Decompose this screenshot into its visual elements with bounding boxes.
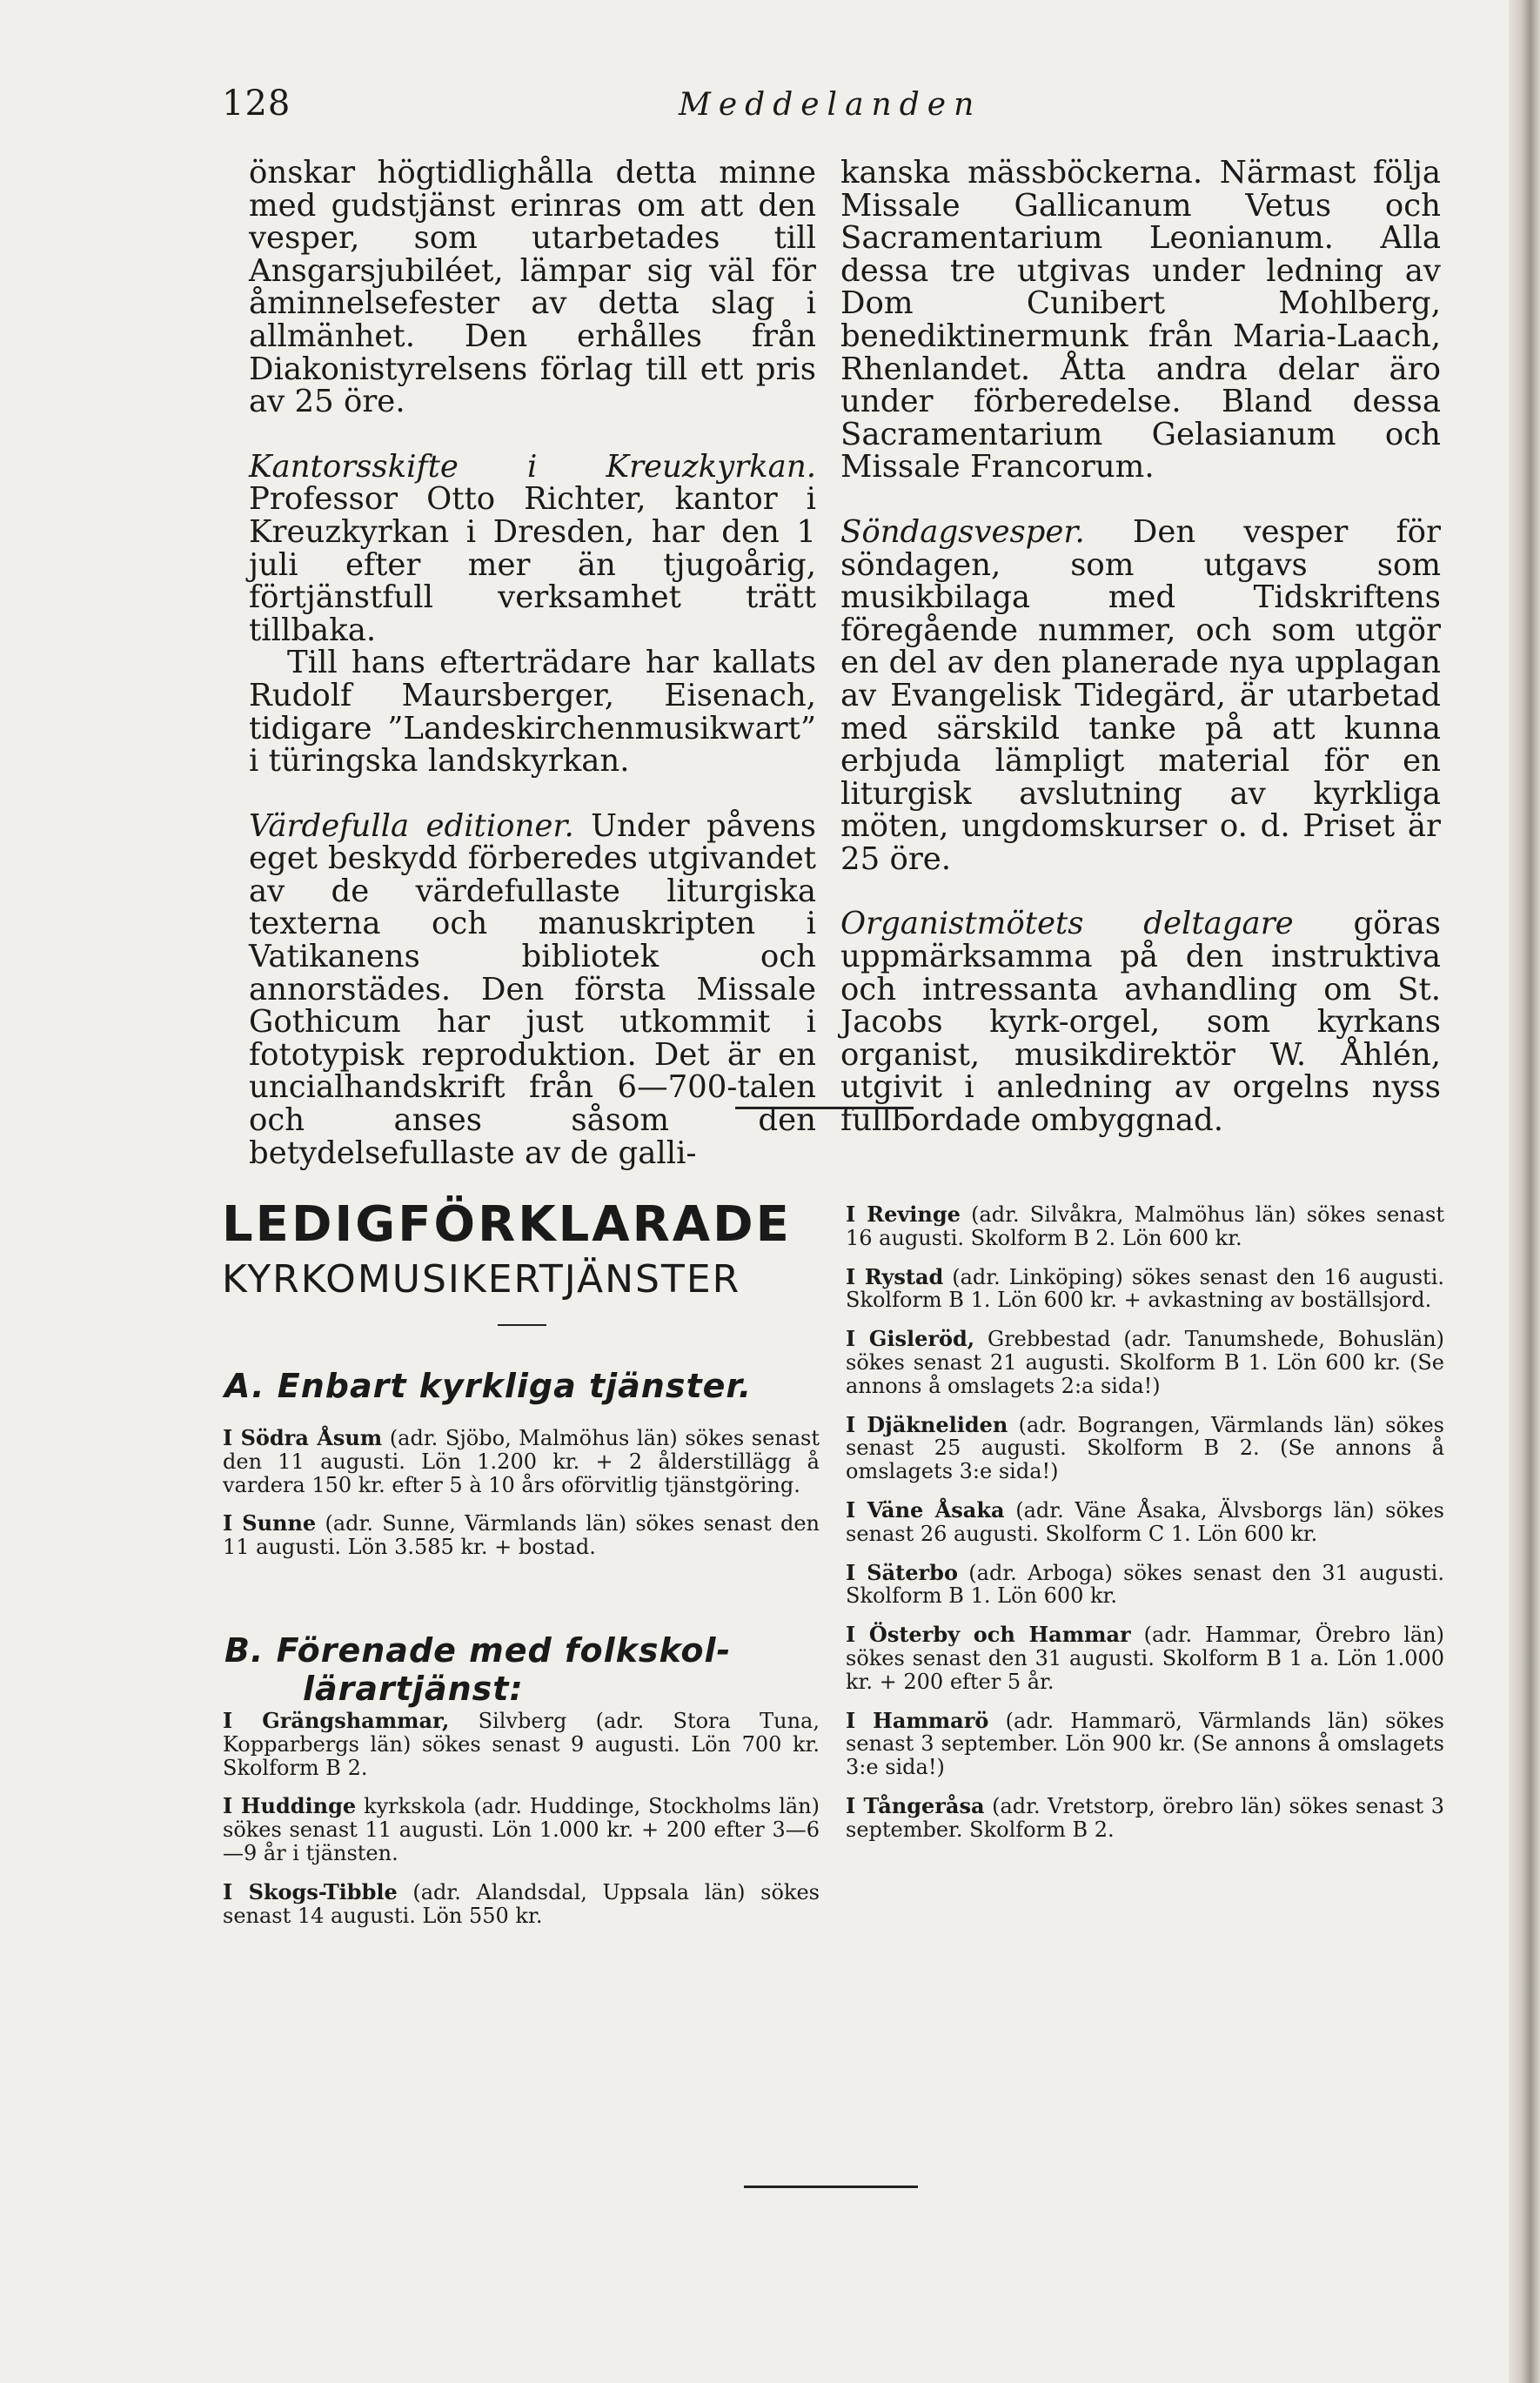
paragraph-vesper-continuation: önskar högtidlighålla detta minne med gudstjänst erinras om att den vesper, som utarbetades till Ansgarsjubiléet, lämpar sig väl för åminnelsefester av detta slag i allmänhet. Den erhålles från Diakonistyrelsens förlag till ett pris av 25 öre.	[249, 155, 816, 420]
text-editioner: Under påvens eget beskydd förberedes utgivandet av de värdefullaste liturgiska texterna och manuskripten i Vatikanens bibliotek och annorstädes. Den första Missale Gothicum har just utkommit i fototypisk reproduktion. Det är en uncialhandskrift från 6—700-talen och anses såsom den betydelsefullaste av de galli-	[249, 807, 816, 1171]
paragraph-missale-continuation: kanska mässböckerna. Närmast följa Missale Gallicanum Vetus och Sacramentarium Leonianum. Alla dessa tre utgivas under ledning av Dom Cunibert Mohlberg, benediktinermunk från Maria-Laach, Rhenlandet. Åtta andra delar äro under förberedelse. Bland dessa Sacramentarium Gelasianum och Missale Francorum.	[840, 155, 1441, 485]
parish-name: I Skogs-Tibble	[223, 1878, 398, 1904]
item-text: (adr. Bograngen, Värmlands län) sökes senast 25 augusti. Skolform B 2. (Se annons å omslagets 3:e sida!)	[846, 1412, 1444, 1484]
parish-name: I Österby och Hammar	[846, 1622, 1131, 1648]
item-text: Silvberg (adr. Stora Tuna, Kopparbergs län) sökes senast 9 augusti. Lön 700 kr. Skolform B 2.	[223, 1709, 820, 1780]
parish-name: I Grängshammar,	[223, 1708, 450, 1733]
item-text: Grebbestad (adr. Tanumshede, Bohuslän) sökes senast 21 augusti. Skolform B 1. Lön 600 kr. (Se annons å omslagets 2:a sida!)	[846, 1327, 1444, 1398]
paragraph-organistmotet	[840, 906, 1441, 1139]
text-kantorsskifte: Professor Otto Richter, kantor i Kreuzkyrkan i Dresden, har den 1 juli efter mer än tjugoårig, förtjänstfull verksamhet trätt tillbaka.	[249, 481, 816, 648]
heading-editioner: Värdefulla editioner.	[249, 807, 574, 844]
item-text: (adr. Väne Åsaka, Älvsborgs län) sökes senast 26 augusti. Skolform C 1. Lön 600 kr.	[846, 1497, 1444, 1546]
parish-name: I Tångeråsa	[846, 1792, 985, 1818]
section-b-heading-line1: B. Förenade med folkskol-	[224, 1631, 732, 1670]
list-item	[846, 1263, 1444, 1313]
running-head: Meddelanden	[679, 87, 982, 123]
list-item	[846, 1203, 1444, 1250]
paragraph-sondagsvesper	[840, 513, 1441, 877]
paragraph-editioner	[249, 807, 816, 1171]
heading-organistmotet: Organistmötets deltagare	[840, 906, 1294, 942]
list-item	[223, 1795, 820, 1864]
page-number: 128	[222, 84, 291, 124]
item-text: (adr. Silvåkra, Malmöhus län) sökes senast 16 augusti. Skolform B 2. Lön 600 kr.	[846, 1202, 1445, 1250]
item-text: (adr. Alandsdal, Uppsala län) sökes senast 14 augusti. Lön 550 kr.	[223, 1879, 820, 1928]
list-item	[846, 1411, 1444, 1484]
list-item	[846, 1707, 1444, 1780]
right-column	[840, 157, 1441, 1137]
left-column	[249, 157, 816, 1169]
item-text: (adr. Arboga) sökes senast den 31 augusti. Skolform B 1. Lön 600 kr.	[846, 1560, 1444, 1609]
item-text: (adr. Hammarö, Värmlands län) sökes senast 3 september. Lön 900 kr. (Se annons å omslagets 3:e sida!)	[846, 1708, 1444, 1780]
paragraph-kantorsskifte-continuation: Till hans efterträdare har kallats Rudolf Maursberger, Eisenach, tidigare ”Landeskirchenmusikwart” i türingska landskyrkan.	[249, 645, 816, 780]
item-text: (adr. Hammar, Örebro län) sökes senast den 31 augusti. Skolform B 1 a. Lön 1.000 kr. + 200 efter 5 år.	[846, 1623, 1444, 1694]
section-divider	[735, 1107, 914, 1109]
list-item	[846, 1559, 1444, 1609]
parish-name: I Revinge	[846, 1202, 961, 1227]
section-a-heading: A. Enbart kyrkliga tjänster.	[224, 1367, 753, 1405]
parish-name: I Säterbo	[846, 1559, 958, 1585]
parish-name: I Rystad	[846, 1263, 944, 1289]
list-item	[223, 1427, 820, 1496]
text-sondagsvesper: Den vesper för söndagen, som utgavs som musikbilaga med Tidskriftens föregående nummer, och som utgör en del av den planerade nya upplagan av Evangelisk Tidegärd, är utarbetad med särskild tanke på att kunna erbjuda lämpligt material för en liturgisk avslutning av kyrkliga möten, ungdomskurser o. d. Priset är 25 öre.	[840, 513, 1441, 877]
section-b-list-continued	[846, 1203, 1444, 1858]
section-b-heading	[224, 1631, 731, 1708]
item-text: kyrkskola (adr. Huddinge, Stockholms län) sökes senast 11 augusti. Lön 1.000 kr. + 200 efter 3—6—9 år i tjänsten.	[223, 1794, 820, 1865]
parish-name: I Väne Åsaka	[846, 1496, 1005, 1523]
vacancies-subtitle: KYRKOMUSIKERTJÄNSTER	[222, 1257, 741, 1302]
list-item	[223, 1878, 820, 1928]
parish-name: I Hammarö	[846, 1707, 989, 1733]
section-a-list	[223, 1427, 820, 1575]
title-divider	[498, 1324, 546, 1326]
list-item	[846, 1496, 1444, 1546]
item-text: (adr. Linköping) sökes senast den 16 augusti. Skolform B 1. Lön 600 kr. + avkastning av boställsjord.	[846, 1264, 1444, 1313]
list-item	[846, 1623, 1444, 1693]
paragraph-kantorsskifte	[249, 448, 816, 648]
list-item	[846, 1792, 1444, 1842]
item-text: (adr. Sunne, Värmlands län) sökes senast den 11 augusti. Lön 3.585 kr. + bostad.	[223, 1511, 820, 1560]
text-organistmotet: göras uppmärksamma på den instruktiva och intressanta avhandling om St. Jacobs kyrk-orgel, som kyrkans organist, musikdirektör W. Åhlén, utgivit i anledning av orgelns nyss fullbordade ombyggnad.	[840, 906, 1441, 1139]
parish-name: I Södra Åsum	[223, 1425, 383, 1450]
parish-name: I Djäkneliden	[846, 1411, 1008, 1437]
item-text: (adr. Sjöbo, Malmöhus län) sökes senast den 11 augusti. Lön 1.200 kr. + 2 ålderstillägg å vardera 150 kr. efter 5 à 10 års oförvitlig tjänstgöring.	[223, 1426, 820, 1497]
vacancies-title: LEDIGFÖRKLARADE	[222, 1196, 792, 1253]
parish-name: I Gisleröd,	[846, 1326, 975, 1352]
section-b-list	[223, 1710, 820, 1943]
list-item	[846, 1328, 1444, 1397]
heading-kantorsskifte: Kantorsskifte i Kreuzkyrkan.	[249, 448, 816, 485]
page-binding-edge	[1509, 0, 1540, 2383]
parish-name: I Sunne	[223, 1510, 317, 1536]
list-item	[223, 1512, 820, 1559]
heading-sondagsvesper: Söndagsvesper.	[840, 513, 1085, 550]
parish-name: I Huddinge	[223, 1793, 357, 1819]
item-text: (adr. Vretstorp, örebro län) sökes senast 3 september. Skolform B 2.	[846, 1793, 1444, 1842]
section-b-heading-line2: lärartjänst:	[303, 1670, 524, 1708]
list-item	[223, 1710, 820, 1779]
bottom-divider	[744, 2186, 918, 2188]
